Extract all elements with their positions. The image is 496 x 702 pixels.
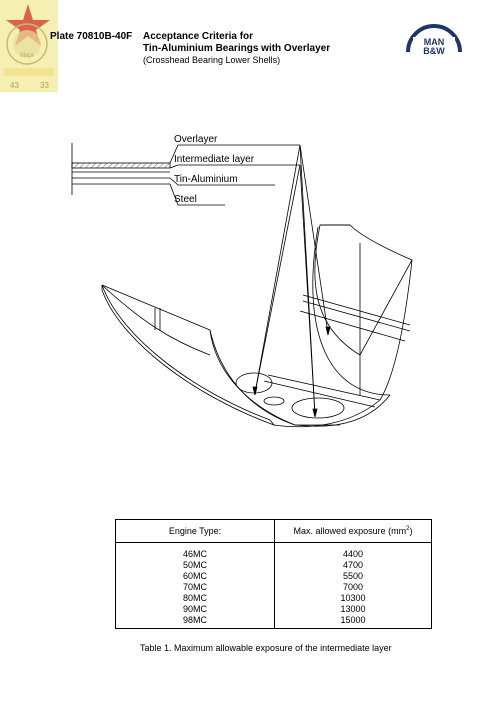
header-max-exposure: Max. allowed exposure $(mm^2)$ [275, 520, 432, 543]
badge-number-right: 33 [40, 81, 49, 90]
exposure-cell: 5500 [342, 571, 364, 581]
exposure-cell: 15000 [340, 615, 366, 625]
engine-cell: 80MC [116, 593, 275, 604]
exposure-cell: 4700 [342, 560, 364, 570]
engine-cell: 60MC [116, 571, 275, 582]
table-row [116, 615, 432, 629]
exposure-cell: 13000 [340, 604, 366, 614]
table-header-row [116, 520, 432, 543]
engine-cell: 50MC [116, 560, 275, 571]
label-steel: Steel [174, 194, 197, 205]
engine-cell: 46MC [116, 543, 275, 561]
table-row [116, 571, 432, 582]
logo-man-text: MAN [423, 37, 445, 47]
page-title-line2: Tin-Aluminium Bearings with Overlayer [143, 43, 331, 54]
engine-cell: 98MC [116, 615, 275, 629]
overlayer-layer [72, 163, 170, 168]
badge-number-left: 43 [10, 81, 19, 90]
page-title-line1: Acceptance Criteria for [143, 31, 254, 42]
table-caption: Table 1. Maximum allowable exposure of the intermediate layer [140, 643, 392, 653]
badge-stamp-text: Mapr [20, 53, 34, 59]
engine-cell: 70MC [116, 582, 275, 593]
plate-number: Plate 70810B-40F [50, 31, 133, 42]
exposure-cell: 10300 [340, 593, 366, 603]
page-subtitle: (Crosshead Bearing Lower Shells) [143, 55, 281, 65]
exposure-cell: 7000 [342, 582, 364, 592]
table-row [116, 543, 432, 561]
table-row [116, 604, 432, 615]
header-engine-type: Engine Type: [116, 520, 275, 543]
table-row [116, 593, 432, 604]
engine-cell: 90MC [116, 604, 275, 615]
man-bw-logo [404, 24, 464, 56]
logo-bw-text: B&W [423, 46, 445, 56]
label-tin-aluminium: Tin-Aluminium [174, 174, 238, 185]
exposure-cell: 4400 [342, 549, 364, 559]
label-overlayer: Overlayer [174, 134, 218, 145]
exposure-table [115, 519, 432, 629]
table-row [116, 582, 432, 593]
badge-stamp [0, 0, 58, 92]
table-row [116, 560, 432, 571]
bearing-shell-figure [60, 125, 440, 445]
label-intermediate-layer: Intermediate layer [174, 154, 255, 165]
